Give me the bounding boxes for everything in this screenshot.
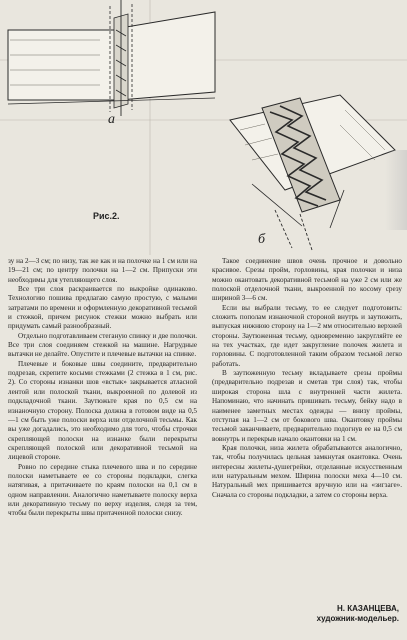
author-role: художник-модельер.	[316, 614, 399, 623]
article-column-right	[212, 257, 402, 500]
paragraph: Если вы выбрали тесьму, то ее следует подготовить: сложить пополам изнаночной стороной внутрь и заутюжить, выпуская нижнюю сторону на 1—2 мм относительно верхней стороны. Заутюженная тесьму, одновременно закругляйте ее на тех участках, где идет закругление полочек жилета и горловины. С подготовленной таким образом тесьмой легко работать.	[212, 303, 402, 368]
sewing-figure	[0, 0, 407, 255]
paragraph: Плечевые и боковые швы соедините, предварительно подрезав, скрепите косыми стежками (2 стежка в 1 см, рис. 2). Со стороны изнанки шов «встык» закрывается атласной лентой или полоской ткани, выкроенной по долевой из подкладочной ткани. Заутюжьте края по 0,5 см на изнаночную сторону. Полоска должна в готовом виде на 0,5—1 см быть уже полоски верха или отделочной тесьмы. Как вы уже догадались, это необходимо для того, чтобы строчки скрепляющей полоски на изнанке были перекрыты скрепляющей полоской или декоративной тесьмой на лицевой стороне.	[8, 359, 197, 462]
paragraph: Края полочки, низа жилета обрабатываются аналогично, так, чтобы получилась цельная замкнутая окантовка. Очень интересны жилеты-душегрейки, отделанные искусственным или натуральным мехом. Ширина полоски меха 4—10 см. Натуральный мех пришивается вручную или на «зигзаге». Сначала со стороны подкладки, а затем со стороны верха.	[212, 443, 402, 499]
seam-diagram	[0, 0, 407, 255]
paragraph: Отдельно подготавливаем стеганую спинку и две полочки. Все три слоя соединяем стежкой на машине. Нагрудные вытачки не делайте. Опустите и плечевые вытачки на спинке.	[8, 331, 197, 359]
article-column-left	[8, 257, 197, 519]
diagram-b-letter: б	[258, 232, 266, 247]
figure-caption: Рис.2.	[93, 211, 120, 221]
paragraph: Такое соединение швов очень прочное и довольно красивое. Срезы пройм, горловины, края полочки и низа можно окантовать декоративной тесьмой на уже 2 см или же полоской отделочной ткани, выкроенной по косому срезу шириной 3—6 см.	[212, 257, 402, 303]
paragraph: Все три слоя раскраивается по выкройке одинаково. Технологию пошива предлагаю самую простую, с малыми затратами по времени и оформленную декоративной тесьмой и стежкой, причем рисунок стежки можно выбрать или придумать самый разнообразный.	[8, 285, 197, 331]
diagram-a	[8, 0, 215, 116]
diagram-b	[230, 95, 395, 250]
paragraph: Ровно по середине стыка плечевого шва и по середине полоски наметываете ее со стороны подкладки, слегка натягивая, а притачиваете по краям полоски на 0,1 см в одном направлении. Аналогично наметываете полоску верха или декоративную тесьму по верху изделия, следя за тем, чтобы были перекрыты швы притаченной полоски снизу.	[8, 462, 197, 518]
author-signature	[317, 604, 399, 624]
author-name: Н. КАЗАНЦЕВА,	[336, 604, 399, 613]
page-shadow	[385, 150, 407, 230]
diagram-a-letter: а	[108, 112, 115, 127]
paragraph: В заутюженную тесьму вкладываете срезы проймы (предварительно подрезав и сметав три слоя) так, чтобы широкая сторона шла с внутренней части жилета. Напоминаю, что начинать пришивать тесьму, бейку надо в наименее заметных местах одежды — внизу проймы, отступая на 1—2 см от бокового шва. Окантовку проймы тесьмой заканчиваете, предварительно подогнув ее на 0,5 см вовнутрь и перекрыв начало окантовки на 1 см.	[212, 369, 402, 443]
paragraph: зу на 2—3 см; по низу, так же как и на полочке на 1 см или на 19—21 см; по центру полочки на 1—2 см. Припуски эти необходимы для утепляющего слоя.	[8, 257, 197, 284]
